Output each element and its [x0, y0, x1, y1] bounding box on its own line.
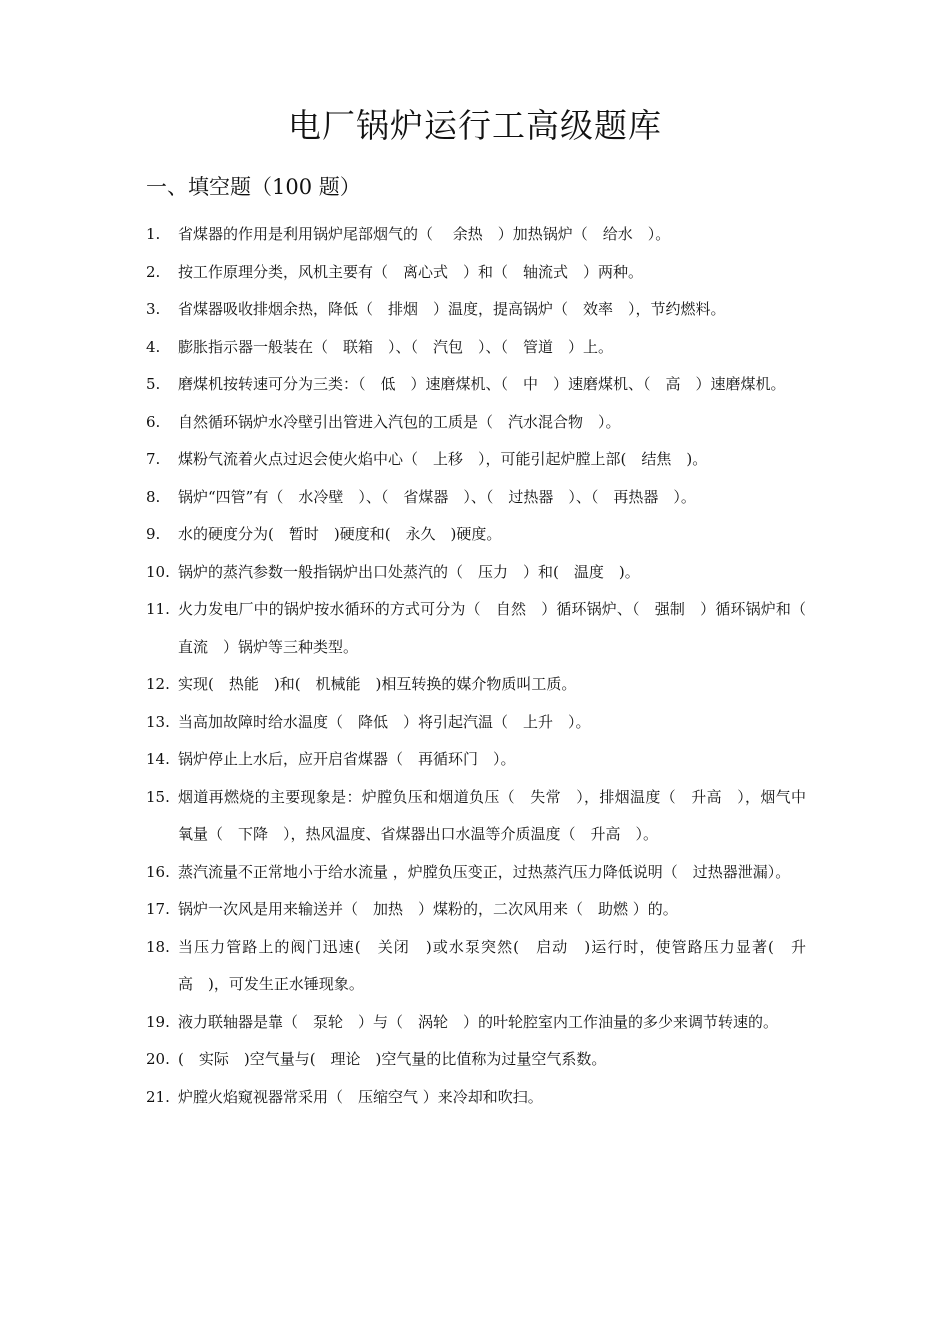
question-number: 20.: [146, 1050, 170, 1068]
question-text: 煤粉气流着火点过迟会使火焰中心（ 上移 ），可能引起炉膛上部( 结焦 )。: [178, 450, 708, 468]
question-text: 蒸汽流量不正常地小于给水流量 ，炉膛负压变正，过热蒸汽压力降低说明（ 过热器泄漏）。: [178, 862, 791, 881]
question-text: 锅炉一次风是用来输送并（ 加热 ）煤粉的，二次风用来（ 助燃 ）的。: [178, 900, 678, 918]
question-text: 膨胀指示器一般装在（ 联箱 ）、（ 汽包 ）、（ 管道 ）上。: [178, 337, 614, 356]
question-item: [146, 591, 822, 666]
question-number: 17.: [146, 900, 170, 918]
question-item: [146, 441, 806, 479]
question-item: [146, 216, 806, 254]
question-text: 省煤器吸收排烟余热，降低（ 排烟 ）温度，提高锅炉（ 效率 ），节约燃料。: [178, 300, 726, 318]
document-title: 电厂锅炉运行工高级题库: [288, 106, 662, 145]
question-item: [146, 779, 806, 854]
question-item: [146, 291, 806, 329]
question-text: 当压力管路上的阀门迅速( 关闭 )或水泵突然( 启动 )运行时，使管路压力显著( 升高 )，可发生正水锤现象。: [178, 937, 806, 993]
question-text: 液力联轴器是靠（ 泵轮 ）与（ 涡轮 ）的叶轮腔室内工作油量的多少来调节转速的。: [178, 1012, 779, 1031]
question-item: [146, 929, 806, 1004]
question-item: [146, 554, 806, 592]
question-text: 水的硬度分为( 暂时 )硬度和( 永久 )硬度。: [178, 525, 502, 543]
question-text: 自然循环锅炉水冷壁引出管进入汽包的工质是（ 汽水混合物 ）。: [178, 412, 621, 431]
question-number: 15.: [146, 787, 170, 806]
question-text: 按工作原理分类，风机主要有（ 离心式 ）和（ 轴流式 ）两种。: [178, 262, 644, 281]
question-number: 2.: [146, 262, 161, 281]
question-item: [146, 741, 806, 779]
question-text: 省煤器的作用是利用锅炉尾部烟气的（ 余热 ）加热锅炉（ 给水 ）。: [178, 225, 671, 243]
question-item: [146, 366, 806, 404]
question-number: 19.: [146, 1012, 170, 1031]
question-text: 火力发电厂中的锅炉按水循环的方式可分为（ 自然 ）循环锅炉、（ 强制 ）循环锅炉和（ 直流 ）锅炉等三种类型。: [178, 600, 822, 656]
question-text: 实现( 热能 )和( 机械能 )相互转换的媒介物质叫工质。: [178, 675, 577, 693]
question-text: 磨煤机按转速可分为三类：（ 低 ）速磨煤机、（ 中 ）速磨煤机、（ 高 ）速磨煤机。: [178, 375, 786, 393]
question-number: 5.: [146, 375, 161, 393]
question-item: [146, 1079, 806, 1117]
question-number: 6.: [146, 412, 161, 431]
question-item: [146, 891, 806, 929]
question-number: 9.: [146, 525, 161, 543]
question-item: [146, 254, 806, 292]
question-number: 18.: [146, 937, 170, 956]
question-item: [146, 404, 806, 442]
question-text: 锅炉的蒸汽参数一般指锅炉出口处蒸汽的（ 压力 ）和( 温度 )。: [178, 562, 640, 581]
question-item: [146, 1041, 806, 1079]
question-number: 3.: [146, 300, 161, 318]
question-number: 14.: [146, 750, 170, 768]
question-number: 16.: [146, 862, 170, 881]
question-number: 7.: [146, 450, 161, 468]
question-item: [146, 479, 806, 517]
question-text: ( 实际 )空气量与( 理论 )空气量的比值称为过量空气系数。: [178, 1050, 607, 1068]
question-item: [146, 666, 806, 704]
question-text: 锅炉停止上水后，应开启省煤器（ 再循环门 ）。: [178, 750, 516, 768]
question-list: [146, 216, 822, 1116]
question-number: 11.: [146, 600, 170, 618]
question-number: 13.: [146, 712, 170, 731]
question-number: 1.: [146, 225, 161, 243]
question-item: [146, 516, 806, 554]
question-text: 当高加故障时给水温度（ 降低 ）将引起汽温（ 上升 ）。: [178, 712, 591, 731]
question-item: [146, 329, 806, 367]
question-number: 12.: [146, 675, 170, 693]
section-heading: 一、填空题（100 题）: [146, 175, 361, 199]
question-text: 烟道再燃烧的主要现象是：炉膛负压和烟道负压（ 失常 ），排烟温度（ 升高 ），烟气中氧量（ 下降 ），热风温度、省煤器出口水温等介质温度（ 升高 ）。: [178, 787, 806, 843]
question-text: 炉膛火焰窥视器常采用（ 压缩空气 ）来冷却和吹扫。: [178, 1087, 543, 1106]
question-number: 4.: [146, 337, 161, 356]
question-number: 10.: [146, 562, 170, 581]
question-text: 锅炉“四管”有（ 水冷壁 ）、（ 省煤器 ）、（ 过热器 ）、（ 再热器 ）。: [178, 487, 696, 506]
question-number: 8.: [146, 487, 161, 506]
question-item: [146, 1004, 806, 1042]
question-number: 21.: [146, 1087, 170, 1106]
question-item: [146, 854, 806, 892]
question-item: [146, 704, 806, 742]
